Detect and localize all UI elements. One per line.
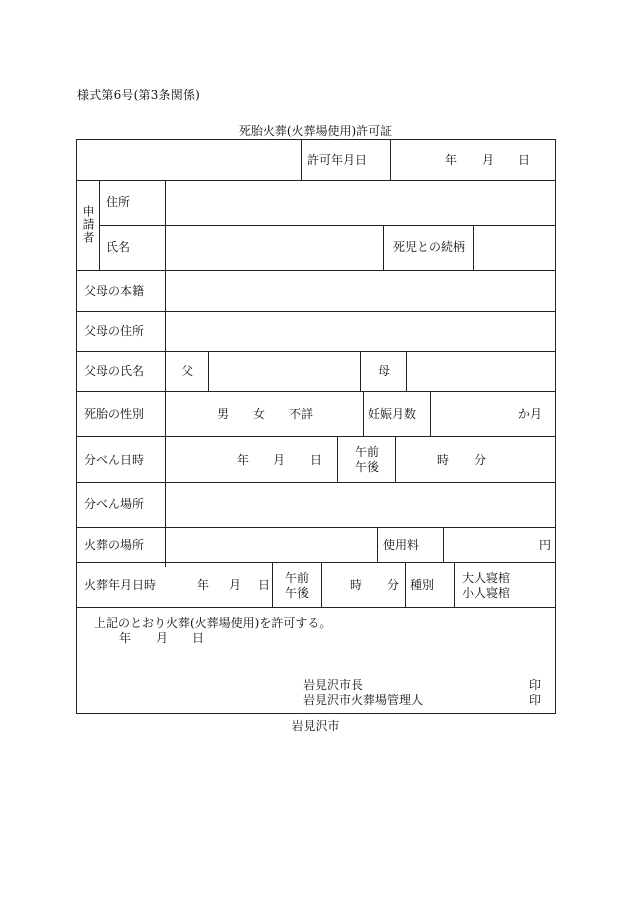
permit-form [76,139,556,714]
sex-male-option: 男 [217,407,230,421]
permit-date-label: 許可年月日 [307,153,368,167]
sex-female-option: 女 [253,407,266,421]
parents-names-label: 父母の氏名 [84,364,145,378]
row-divider [77,607,555,608]
permit-day-unit: 日 [518,153,531,167]
delivery-am-label: 午前 [355,445,380,459]
col-divider [360,351,361,391]
mother-label: 母 [378,364,391,378]
col-divider [301,140,302,180]
col-divider [383,225,384,270]
col-divider [321,562,322,607]
form-number: 様式第6号(第3条関係) [77,88,201,102]
cremation-minute-unit: 分 [387,578,400,592]
gestation-label: 妊娠月数 [368,407,417,421]
manager-seal: 印 [529,693,542,707]
cremation-hour-unit: 時 [350,578,363,592]
child-coffin-option: 小人寝棺 [462,586,511,600]
row-divider [77,562,555,563]
row-divider [77,270,555,271]
delivery-year-unit: 年 [237,453,250,467]
delivery-day-unit: 日 [310,453,323,467]
coffin-type-label: 種別 [410,578,435,592]
applicant-group-label: 申請者 [81,205,95,244]
col-divider [208,351,209,391]
statement-year-unit: 年 [119,631,132,645]
col-divider [377,527,378,562]
delivery-pm-label: 午後 [355,460,380,474]
row-divider [99,225,555,226]
delivery-hour-unit: 時 [437,453,450,467]
cremation-place-label: 火葬の場所 [84,538,145,552]
cremation-year-unit: 年 [197,578,210,592]
row-divider [77,311,555,312]
fee-label: 使用料 [383,538,420,552]
col-divider [454,562,455,607]
col-divider [337,436,338,482]
parents-domicile-label: 父母の本籍 [84,284,145,298]
row-divider [77,351,555,352]
statement-month-unit: 月 [156,631,169,645]
adult-coffin-option: 大人寝棺 [462,571,511,585]
permit-year-unit: 年 [445,153,458,167]
cremation-month-unit: 月 [229,578,242,592]
cremation-datetime-label: 火葬年月日時 [84,578,157,592]
row-divider [77,391,555,392]
col-divider [430,391,431,436]
parents-address-label: 父母の住所 [84,324,145,338]
permit-statement: 上記のとおり火葬(火葬場使用)を許可する。 [94,616,332,630]
col-divider [363,391,364,436]
sex-unknown-option: 不詳 [289,407,314,421]
applicant-relation-label: 死児との続柄 [393,240,466,254]
cremation-pm-label: 午後 [285,586,310,600]
col-divider [390,140,391,180]
stillbirth-sex-label: 死胎の性別 [84,407,145,421]
col-divider [165,180,166,567]
delivery-place-label: 分べん場所 [84,497,145,511]
mayor-seal: 印 [529,678,542,692]
col-divider [99,180,100,270]
fee-yen-unit: 円 [539,538,552,552]
col-divider [406,351,407,391]
applicant-address-label: 住所 [106,195,131,209]
delivery-datetime-label: 分べん日時 [84,453,145,467]
delivery-month-unit: 月 [273,453,286,467]
permit-month-unit: 月 [482,153,495,167]
delivery-minute-unit: 分 [474,453,487,467]
row-divider [77,527,555,528]
mayor-title: 岩見沢市長 [303,678,364,692]
cremation-day-unit: 日 [258,578,271,592]
applicant-name-label: 氏名 [106,240,131,254]
col-divider [272,562,273,607]
row-divider [77,482,555,483]
row-divider [77,180,555,181]
col-divider [395,436,396,482]
row-divider [77,436,555,437]
col-divider [473,225,474,270]
col-divider [405,562,406,607]
col-divider [443,527,444,562]
father-label: 父 [181,364,194,378]
statement-day-unit: 日 [192,631,205,645]
gestation-months-unit: か月 [518,407,543,421]
crematorium-manager-title: 岩見沢市火葬場管理人 [303,693,424,707]
cremation-am-label: 午前 [285,571,310,585]
form-title: 死胎火葬(火葬場使用)許可証 [238,124,393,138]
issuer-name: 岩見沢市 [291,719,340,733]
